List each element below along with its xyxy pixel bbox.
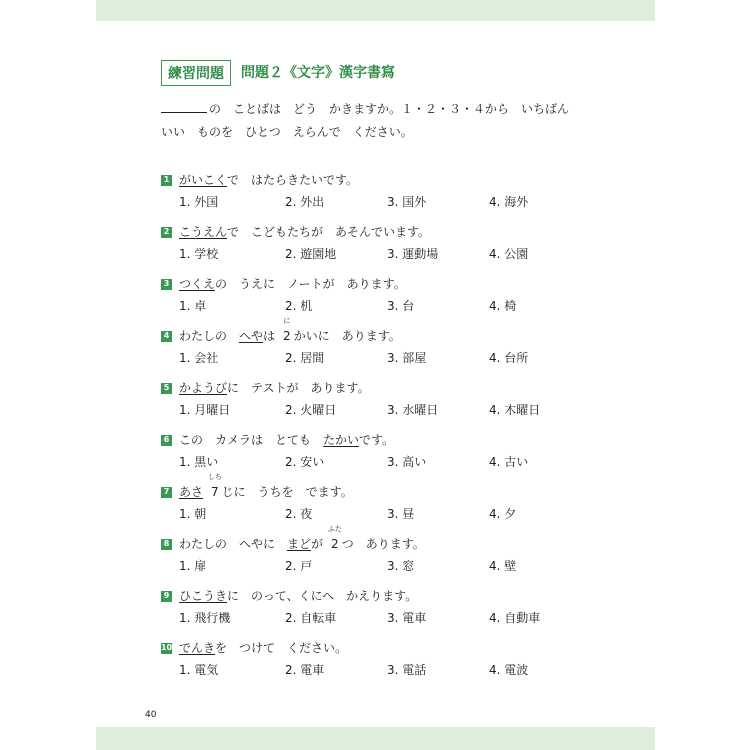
section-label: 練習問題 — [161, 60, 231, 86]
furigana-reading: しち — [207, 473, 222, 481]
question-line — [161, 473, 621, 502]
question-line — [161, 586, 621, 606]
question-number-badge: 3 — [161, 279, 172, 290]
furigana-base: 2 — [331, 537, 339, 551]
furigana-number — [327, 525, 342, 554]
answer-option[interactable]: 4. 椅 — [489, 299, 517, 313]
question-item — [161, 586, 621, 638]
answer-option[interactable]: 4. 台所 — [489, 351, 529, 365]
answer-option[interactable]: 1. 黒い — [179, 455, 219, 469]
question-text-rest: つ あります。 — [341, 537, 425, 551]
answer-options — [161, 554, 621, 576]
question-item — [161, 525, 621, 586]
question-item — [161, 473, 621, 534]
question-text: で はたらきたいです。 — [227, 173, 359, 187]
question-item — [161, 638, 621, 690]
answer-option[interactable]: 1. 外国 — [179, 195, 219, 209]
answer-option[interactable]: 4. 壁 — [489, 559, 517, 573]
answer-option[interactable]: 4. 夕 — [489, 507, 517, 521]
answer-option[interactable]: 3. 台 — [387, 299, 415, 313]
question-text: の うえに ノートが あります。 — [215, 277, 406, 291]
question-number-badge: 8 — [161, 539, 172, 550]
question-text: は — [263, 329, 276, 343]
question-text: です。 — [359, 433, 395, 447]
answer-option[interactable]: 1. 電気 — [179, 663, 219, 677]
target-word: でんき — [179, 641, 216, 655]
answer-options — [161, 242, 621, 264]
answer-option[interactable]: 2. 自転車 — [285, 611, 337, 625]
question-number-badge: 1 — [161, 175, 172, 186]
target-word: ひこうき — [179, 589, 228, 603]
furigana-base: 7 — [211, 485, 219, 499]
question-number-badge: 10 — [160, 643, 173, 652]
answer-option[interactable]: 2. 遊園地 — [285, 247, 337, 261]
question-text: に のって、くにへ かえります。 — [227, 589, 418, 603]
answer-options — [161, 658, 621, 680]
answer-option[interactable]: 2. 居間 — [285, 351, 325, 365]
answer-options — [161, 450, 621, 472]
answer-option[interactable]: 4. 電波 — [489, 663, 529, 677]
question-item — [161, 170, 621, 222]
question-text: を つけて ください。 — [215, 641, 348, 655]
question-number-badge: 5 — [161, 383, 172, 394]
question-item — [161, 430, 621, 482]
answer-options — [161, 190, 621, 212]
answer-option[interactable]: 1. 月曜日 — [179, 403, 231, 417]
target-word: がいこく — [179, 173, 228, 187]
answer-option[interactable]: 1. 朝 — [179, 507, 207, 521]
answer-option[interactable]: 1. 学校 — [179, 247, 219, 261]
question-text-rest: じに うちを でます。 — [221, 485, 353, 499]
question-item — [161, 317, 621, 378]
answer-option[interactable]: 3. 部屋 — [387, 351, 427, 365]
question-text: に テストが あります。 — [227, 381, 370, 395]
target-word: こうえん — [179, 225, 228, 239]
furigana-base: 2 — [283, 329, 291, 343]
bottom-decorative-band — [96, 727, 655, 750]
question-prefix: わたしの — [179, 329, 240, 343]
furigana-reading: に — [283, 317, 291, 325]
answer-option[interactable]: 1. 扉 — [179, 559, 207, 573]
blank-underline — [161, 100, 207, 113]
question-number-badge: 2 — [161, 227, 172, 238]
answer-option[interactable]: 3. 昼 — [387, 507, 415, 521]
target-word: あさ — [179, 485, 204, 499]
answer-options — [161, 502, 621, 524]
question-item — [161, 274, 621, 326]
page-number: 40 — [145, 710, 157, 720]
question-line — [161, 430, 621, 450]
answer-option[interactable]: 2. 夜 — [285, 507, 313, 521]
answer-option[interactable]: 3. 電話 — [387, 663, 427, 677]
answer-option[interactable]: 1. 会社 — [179, 351, 219, 365]
answer-option[interactable]: 2. 机 — [285, 299, 313, 313]
target-word: たかい — [323, 433, 360, 447]
answer-options — [161, 346, 621, 368]
question-number-badge: 7 — [161, 487, 172, 498]
answer-option[interactable]: 3. 窓 — [387, 559, 415, 573]
target-word: まど — [287, 537, 312, 551]
answer-option[interactable]: 1. 卓 — [179, 299, 207, 313]
answer-option[interactable]: 4. 自動車 — [489, 611, 541, 625]
furigana-reading: ふた — [327, 525, 342, 533]
question-line — [161, 274, 621, 294]
answer-option[interactable]: 4. 木曜日 — [489, 403, 541, 417]
question-line — [161, 222, 621, 242]
question-item — [161, 378, 621, 430]
question-list — [161, 170, 621, 690]
question-text: が — [311, 537, 324, 551]
question-prefix: この カメラは とても — [179, 433, 324, 447]
answer-option[interactable]: 3. 運動場 — [387, 247, 439, 261]
furigana-number — [207, 473, 222, 502]
question-text: で こどもたちが あそんでいます。 — [227, 225, 431, 239]
answer-options — [161, 398, 621, 420]
question-line — [161, 378, 621, 398]
top-decorative-band — [96, 0, 655, 21]
question-number-badge: 4 — [161, 331, 172, 342]
question-line — [161, 525, 621, 554]
target-word: へや — [239, 329, 264, 343]
target-word: つくえ — [179, 277, 216, 291]
question-prefix: わたしの へやに — [179, 537, 288, 551]
answer-options — [161, 294, 621, 316]
question-number-badge: 6 — [161, 435, 172, 446]
answer-option[interactable]: 2. 電車 — [285, 663, 325, 677]
answer-options — [161, 606, 621, 628]
answer-option[interactable]: 2. 火曜日 — [285, 403, 337, 417]
furigana-number — [283, 317, 291, 346]
question-item — [161, 222, 621, 274]
answer-option[interactable]: 4. 古い — [489, 455, 529, 469]
answer-option[interactable]: 3. 高い — [387, 455, 427, 469]
question-line — [161, 170, 621, 190]
answer-option[interactable]: 3. 国外 — [387, 195, 427, 209]
answer-option[interactable]: 3. 電車 — [387, 611, 427, 625]
question-line — [161, 317, 621, 346]
answer-option[interactable]: 2. 戸 — [285, 559, 313, 573]
instructions — [161, 98, 569, 144]
question-line — [161, 638, 621, 658]
instructions-line-2: いい ものを ひとつ えらんで ください。 — [161, 125, 413, 139]
answer-option[interactable]: 4. 公園 — [489, 247, 529, 261]
question-text-rest: かいに あります。 — [293, 329, 401, 343]
section-title: 問題２《文字》漢字書寫 — [241, 65, 395, 81]
answer-option[interactable]: 4. 海外 — [489, 195, 529, 209]
answer-option[interactable]: 3. 水曜日 — [387, 403, 439, 417]
target-word: かようび — [179, 381, 228, 395]
answer-option[interactable]: 2. 安い — [285, 455, 325, 469]
exercise-header — [161, 60, 395, 86]
instructions-text-1: の ことばは どう かきますか。１・２・３・４から いちばん — [209, 102, 570, 116]
instructions-line-1 — [161, 98, 569, 121]
answer-option[interactable]: 1. 飛行機 — [179, 611, 231, 625]
question-number-badge: 9 — [161, 591, 172, 602]
answer-option[interactable]: 2. 外出 — [285, 195, 325, 209]
